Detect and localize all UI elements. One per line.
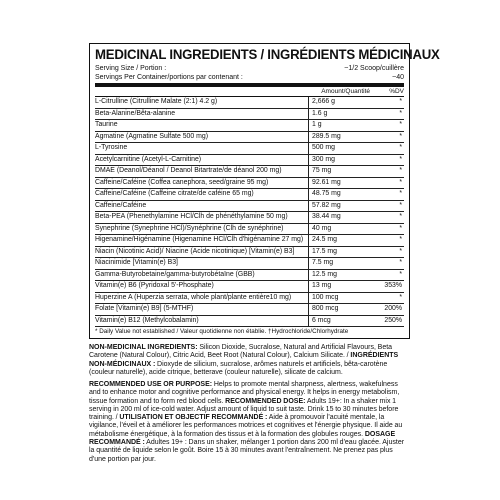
ingredient-dv: * <box>399 247 402 255</box>
ingredient-row <box>95 132 404 144</box>
ingredient-dv: * <box>399 121 402 128</box>
amount-header: Amount/Quantité <box>321 88 370 95</box>
ingredient-amount: 92.61 mg <box>308 178 372 189</box>
ingredient-row <box>95 201 404 213</box>
ingredient-name: Acetylcarnitine (Acetyl-L-Carnitine) <box>95 155 202 163</box>
footnote: * Daily Value not established / Valeur quotidienne non établie. †Hydrochloride/Chlorhydrate <box>95 328 349 335</box>
non-medicinal-ingredients <box>89 344 410 377</box>
serving-size-row <box>95 65 404 74</box>
dv-header: %DV <box>389 88 404 95</box>
dose-text: Adults 19+: In a shaker mix 1 serving in 200 ml of ice-cold water. Adjust amount of liquid to suit taste. Drink 15 to 30 minutes before training. / <box>89 397 399 422</box>
ingredient-name: Vitamin(e) B6 (Pyridoxal 5'-Phosphate) <box>95 282 214 289</box>
ingredient-name: Niacin (Nicotinic Acid)/ Niacine (Acide nicotinique) [Vitamin(e) B3] <box>95 247 295 255</box>
serving-size-label: Serving Size / Portion : <box>95 65 167 72</box>
ingredient-amount: 24.5 mg <box>308 235 372 246</box>
ingredient-row <box>95 155 404 167</box>
ingredient-row <box>95 270 404 282</box>
ingredient-amount: 38.44 mg <box>308 212 372 223</box>
ingredient-name: Vitamin(e) B12 (Methylcobalamin) <box>95 316 199 324</box>
ingredient-row <box>95 109 404 121</box>
ingredient-row <box>95 143 404 155</box>
ingredient-name: Beta-PEA (Phenethylamine HCl/Clh de phénéthylamine 50 mg) <box>95 213 288 220</box>
ingredient-row <box>95 97 404 109</box>
ingredient-amount: 75 mg <box>308 166 372 177</box>
servings-label: Servings Per Container/portions par contenant : <box>95 73 243 81</box>
ingredient-amount: 100 mcg <box>308 293 372 304</box>
ingredient-dv: 353% <box>384 282 402 289</box>
ingredient-row <box>95 293 404 305</box>
ingredient-dv: * <box>399 259 402 266</box>
ingredient-name: Caffeine/Caféine <box>95 201 147 209</box>
recommended-use <box>89 381 410 464</box>
ingredient-dv: * <box>399 98 402 105</box>
ingredient-table <box>95 97 404 327</box>
ingredient-dv: * <box>399 178 402 186</box>
ingredient-dv: * <box>399 224 402 232</box>
ingredient-name: Huperzine A (Huperzia serrata, whole plant/plante entière10 mg) <box>95 293 292 301</box>
ingredient-dv: * <box>399 293 402 301</box>
ingredient-row <box>95 247 404 259</box>
ingredient-amount: 1 g <box>308 120 372 131</box>
servings-per-container-row <box>95 74 404 83</box>
nonmed-fr-heading: INGRÉDIENTS NON-MÉDICINAUX : <box>89 352 399 368</box>
ingredient-row <box>95 224 404 236</box>
ingredient-amount: 289.5 mg <box>308 132 372 143</box>
ingredient-dv: * <box>399 132 402 140</box>
ingredient-row <box>95 212 404 224</box>
nonmed-heading: NON-MEDICINAL INGREDIENTS: <box>89 344 198 351</box>
ingredient-row <box>95 120 404 132</box>
ingredient-amount: 7.5 mg <box>308 258 372 269</box>
use-fr-text: Aide à promouvoir l'acuité mentale, la vigilance, l'éveil et à améliorer les performances motrices et cognitives et l'énergie physique. Il aide au métabolisme énergétique, à la formation des tissus et à la formation des globules rouges. <box>89 414 403 438</box>
ingredient-amount: 1.6 g <box>308 109 372 120</box>
ingredient-amount: 40 mg <box>308 224 372 235</box>
ingredient-dv: * <box>399 144 402 151</box>
ingredient-dv: * <box>399 190 402 197</box>
ingredient-dv: * <box>399 167 402 174</box>
ingredient-dv: * <box>399 270 402 278</box>
dose-fr-text: Adultes 19+ : Dans un shaker, mélanger 1 portion dans 200 ml d'eau glacée. Ajuster la quantité de liquide selon le goût. Boire 15 à 30 minutes avant l'entraînement. Ne prenez pas plus d'une portion par jour. <box>89 439 405 463</box>
ingredient-name: Gamma-Butyrobetaine/gamma-butyrobétaïne (GBB) <box>95 270 255 278</box>
ingredient-row <box>95 258 404 270</box>
ingredient-name: Caffeine/Caféine (Caffeine citrate/de caféine 65 mg) <box>95 190 254 197</box>
ingredient-dv: * <box>399 155 402 163</box>
ingredient-amount: 2,666 g <box>308 97 372 108</box>
supplement-facts-panel <box>89 43 440 339</box>
ingredient-amount: 13 mg <box>308 281 372 292</box>
use-heading: RECOMMENDED USE OR PURPOSE: <box>89 381 213 388</box>
ingredient-amount: 300 mg <box>308 155 372 166</box>
nonmed-text: Silicon Dioxide, Sucralose, Natural and Artificial Flavours, Beta Carotene (Natural Colour), Citric Acid, Beet Root (Natural Colour), Calcium Silicate. / <box>89 344 393 360</box>
ingredient-amount: 500 mg <box>308 143 372 154</box>
ingredient-row <box>95 166 404 178</box>
ingredient-name: Caffeine/Caféine (Coffea canephora, seed/graine 95 mg) <box>95 178 269 186</box>
ingredient-name: Higenamine/Higénamine (Higenamine HCl/Clh d'higénamine 27 mg) <box>95 236 304 243</box>
ingredient-row <box>95 304 404 316</box>
ingredient-row <box>95 281 404 293</box>
ingredient-name: DMAE (Deanol/Déanol / Deanol Bitartrate/de déanol 200 mg) <box>95 167 282 174</box>
ingredient-name: L-Citrulline (Citrulline Malate (2:1) 4.2 g) <box>95 98 218 105</box>
dose-heading: RECOMMENDED DOSE: <box>225 397 306 405</box>
ingredient-name: Niacinimide [Vitamin(e) B3] <box>95 259 178 266</box>
ingredient-amount: 12.5 mg <box>308 270 372 281</box>
ingredient-name: Taurine <box>95 121 118 128</box>
ingredient-dv: * <box>399 236 402 243</box>
servings-value: ~40 <box>392 73 404 81</box>
ingredient-dv: * <box>399 213 402 220</box>
use-text: Helps to promote mental sharpness, alertness, wakefulness and to enhance motor and cognitive performance and physical energy. It helps in energy metabolism, tissue formation and to form red blood cells. <box>89 381 400 405</box>
ingredient-amount: 800 mcg <box>308 304 372 315</box>
ingredient-dv: * <box>399 201 402 209</box>
ingredient-name: Beta-Alanine/Bêta-alanine <box>95 109 176 117</box>
use-fr-heading: UTILISATION ET OBJECTIF RECOMMANDÉ : <box>119 414 268 422</box>
ingredient-name: Folate [Vitamin(e) B9] (5-MTHF) <box>95 305 194 312</box>
panel-title: MEDICINAL INGREDIENTS / INGRÉDIENTS MÉDICINAUX <box>95 47 440 63</box>
ingredient-name: Agmatine (Agmatine Sulfate 500 mg) <box>95 132 208 140</box>
nonmed-fr-text: Dioxyde de silicium, sucralose, arômes naturels et artificiels, bêta-carotène (couleur naturelle), acide citrique, betterave (couleur naturelle), silicate de calcium. <box>89 360 388 376</box>
table-header <box>95 87 404 97</box>
ingredient-dv: * <box>399 109 402 117</box>
ingredient-name: Synephrine (Synephrine HCl)/Synéphrine (Clh de synéphrine) <box>95 224 284 232</box>
ingredient-dv: 250% <box>384 316 402 324</box>
ingredient-amount: 48.75 mg <box>308 189 372 200</box>
ingredient-row <box>95 178 404 190</box>
ingredient-amount: 6 mcg <box>308 316 372 327</box>
ingredient-row <box>95 316 404 328</box>
ingredient-amount: 17.5 mg <box>308 247 372 258</box>
ingredient-row <box>95 235 404 247</box>
dose-fr-heading: DOSAGE RECOMMANDÉ : <box>89 430 396 447</box>
ingredient-amount: 57.82 mg <box>308 201 372 212</box>
serving-size-value: ~1/2 Scoop/cuillère <box>344 65 404 72</box>
ingredient-dv: 200% <box>384 305 402 312</box>
ingredient-row <box>95 189 404 201</box>
ingredient-name: L-Tyrosine <box>95 144 128 151</box>
